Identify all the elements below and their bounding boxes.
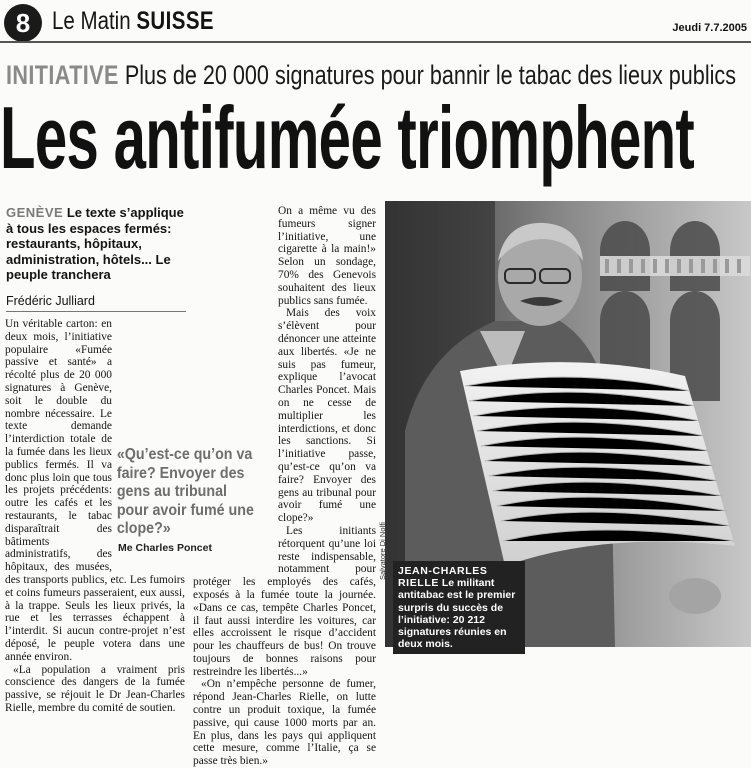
paragraph: «La population a vraiment pris conscience des dangers de la fumée passive, se réjouit le Dr Jean-Charles Rielle, membre du comité de soutien.: [5, 663, 185, 714]
article-column-2: [193, 205, 376, 768]
issue-date: Jeudi 7.7.2005: [672, 22, 747, 34]
kicker: [6, 58, 736, 92]
page-number-badge: 8: [4, 4, 42, 42]
caption-text: Le militant antitabac est le premier surpris du succès de l’initiative: 20 212 signatures réunies en deux mois.: [398, 577, 516, 651]
author-byline: Frédéric Julliard: [6, 294, 95, 308]
pull-quote-attribution: Me Charles Poncet: [118, 542, 212, 554]
lede: [6, 205, 188, 283]
lede-dateline: GENÈVE: [6, 205, 64, 220]
photo-credit: Salvatore Di Nolfi: [378, 522, 387, 580]
paragraph: Mais des voix s’élèvent pour dénoncer une atteinte aux libertés. «Je ne suis pas fumeur, explique l’avocat Charles Poncet. Mais on ne cesse de multiplier les interdictions, et donc les sanctions. Si l’initiative passe, qu’est-ce qu’on va faire? Envoyer des gens au tribunal pour avoir fumé une clope?»: [278, 307, 376, 525]
newspaper-brand: [52, 6, 214, 36]
byline-rule: [6, 311, 186, 312]
pull-quote: «Qu’est-ce qu’on va faire? Envoyer des gens au tribunal pour avoir fumé une clope?»: [115, 444, 263, 541]
paragraph: «On n’empêche personne de fumer, répond Jean-Charles Rielle, on lutte contre un produit toxique, la fumée passive, qui cause 1000 morts par an. En plus, dans les pays qui appliquent cette mesure, comme l’Italie, ça se passe très bien.»: [193, 678, 376, 768]
paragraph: Les initiants rétorquent qu’une loi reste indispensable, notamment pour protéger les employés des cafés, exposés à la fumée toute la journée. «Dans ce cas, tempête Charles Poncet, il faut aussi interdire les voitures, car elles accroissent le risque d’accident pour les chauffeurs de bus! On trouve toujours de bonnes raisons pour restreindre les libertés...»: [193, 524, 376, 678]
header-rule: [0, 41, 751, 43]
photo-caption: [393, 561, 525, 654]
headline: Les antifumée triomphent: [0, 88, 695, 187]
brand-name: Le Matin: [52, 7, 131, 35]
kicker-text: Plus de 20 000 signatures pour bannir le tabac des lieux publics: [124, 60, 737, 90]
kicker-label: INITIATIVE: [6, 60, 119, 90]
paragraph: On a même vu des fumeurs signer l’initiative, une cigarette à la main!» Selon un sondage, 70% des Genevois souhaitent des lieux publics sans fumée.: [278, 205, 376, 307]
brand-section: SUISSE: [136, 7, 214, 35]
paragraph: Un véritable carton: en deux mois, l’initiative populaire «Fumée passive et santé» a récolté plus de 20 000 signatures à Genève, soit le double du nombre nécessaire. Le texte demande l’interdiction totale de la fumée dans les lieux publics fermés. Il va donc plus loin que tous les projets précédents: outre les cafés et les restaurants, le tabac disparaîtrait des bâtiments administratifs, des hôpitaux, des musées, des transports publics, etc. Les fumoirs et coins fumeurs passeraient, eux aussi, à la trappe. Seuls les lieux privés, la rue et les terrasses échappent à l’interdit. Si aucun contre-projet n’est déposé, le peuple votera dans une année environ.: [5, 318, 185, 663]
lede-text: Le texte s’applique à tous les espaces fermés: restaurants, hôpitaux, administration, hôtels... Le peuple tranchera: [6, 205, 184, 282]
caption-name: JEAN-CHARLES RIELLE: [398, 565, 488, 590]
